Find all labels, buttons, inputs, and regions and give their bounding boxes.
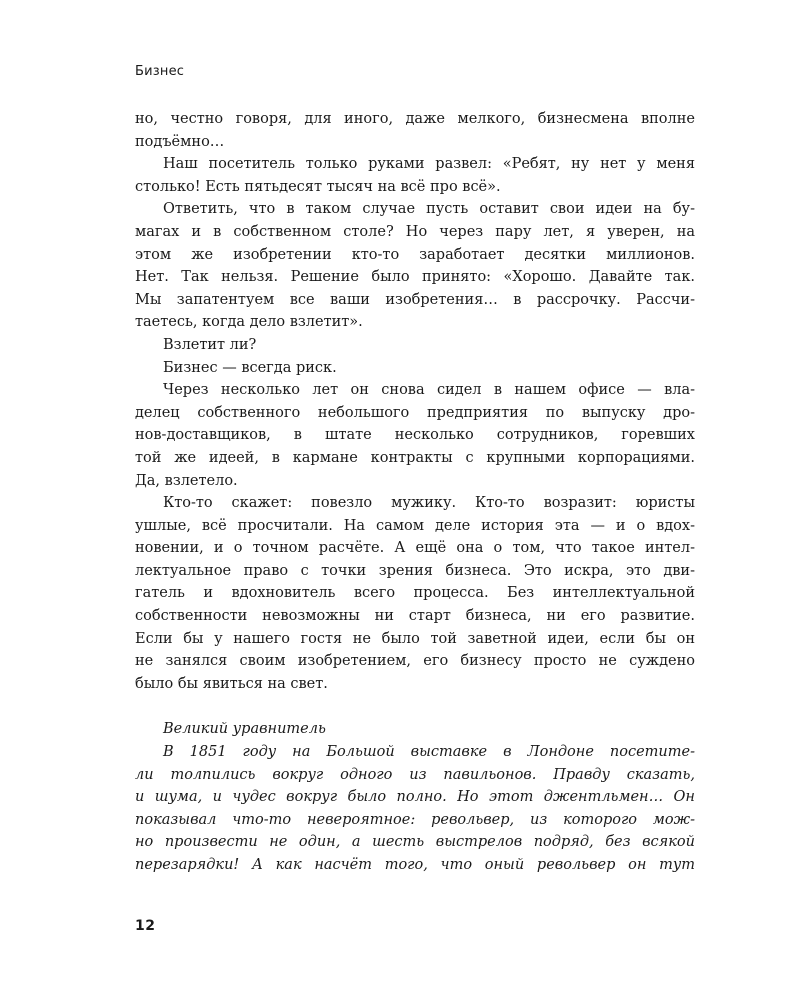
text-line: подъёмно… (135, 133, 225, 150)
text-line: столько! Есть пятьдесят тысяч на всё про всё». (135, 178, 501, 195)
text-line: Да, взлетело. (135, 472, 238, 489)
section-gap (135, 695, 695, 718)
italic-line: но произвести не один, а шесть выстрелов подряд, без всякой (135, 834, 695, 851)
text-line: Взлетит ли? (163, 336, 257, 353)
text-line: Если бы у нашего гостя не было той заветной идеи, если бы он (135, 630, 695, 647)
text-line: таетесь, когда дело взлетит». (135, 314, 363, 331)
text-line: этом же изобретении кто-то заработает десятки миллионов. (135, 246, 695, 263)
italic-line: и шума, и чудес вокруг было полно. Но этот джентльмен… Он (135, 789, 695, 806)
text-line: гатель и вдохновитель всего процесса. Без интеллектуальной (135, 585, 695, 602)
text-line: но, честно говоря, для иного, даже мелкого, бизнесмена вполне (135, 111, 695, 127)
text-line: Через несколько лет он снова сидел в нашем офисе — вла- (163, 382, 695, 399)
text-line: не занялся своим изобретением, его бизнесу просто не суждено (135, 653, 695, 670)
text-line: той же идеей, в кармане контракты с крупными корпорациями. (135, 449, 695, 466)
text-line: новении, и о точном расчёте. А ещё она о том, что такое интел- (135, 540, 695, 557)
section-title: Великий уравнитель (163, 721, 326, 738)
italic-line: В 1851 году на Большой выставке в Лондоне посетите- (163, 744, 695, 761)
text-line: было бы явиться на свет. (135, 675, 328, 692)
text-line: Бизнес — всегда риск. (163, 359, 337, 376)
text-line: магах и в собственном столе? Но через пару лет, я уверен, на (135, 223, 695, 240)
body-text (135, 108, 695, 877)
running-head: Бизнес (135, 64, 185, 79)
italic-line: показывал что-то невероятное: револьвер, из которого мож- (135, 811, 695, 828)
italic-line: ли толпились вокруг одного из павильонов. Правду сказать, (135, 766, 695, 783)
text-line: нов-доставщиков, в штате несколько сотрудников, горевших (135, 427, 695, 444)
text-line: делец собственного небольшого предприятия по выпуску дро- (135, 404, 695, 421)
text-line: ушлые, всё просчитали. На самом деле история эта — и о вдох- (135, 517, 695, 534)
text-line: Наш посетитель только руками развел: «Ребят, ну нет у меня (163, 156, 695, 173)
text-line: лектуальное право с точки зрения бизнеса. Это искра, это дви- (135, 562, 695, 579)
text-line: Нет. Так нельзя. Решение было принято: «Хорошо. Давайте так. (135, 269, 695, 286)
text-line: Ответить, что в таком случае пусть оставит свои идеи на бу- (163, 201, 695, 218)
italic-line: перезарядки! А как насчёт того, что оный револьвер он тут (135, 857, 695, 873)
text-line: Мы запатентуем все ваши изобретения… в рассрочку. Рассчи- (135, 291, 695, 308)
page-number: 12 (135, 918, 156, 934)
text-line: собственности невозможны ни старт бизнеса, ни его развитие. (135, 608, 695, 625)
text-line: Кто-то скажет: повезло мужику. Кто-то возразит: юристы (163, 495, 695, 512)
